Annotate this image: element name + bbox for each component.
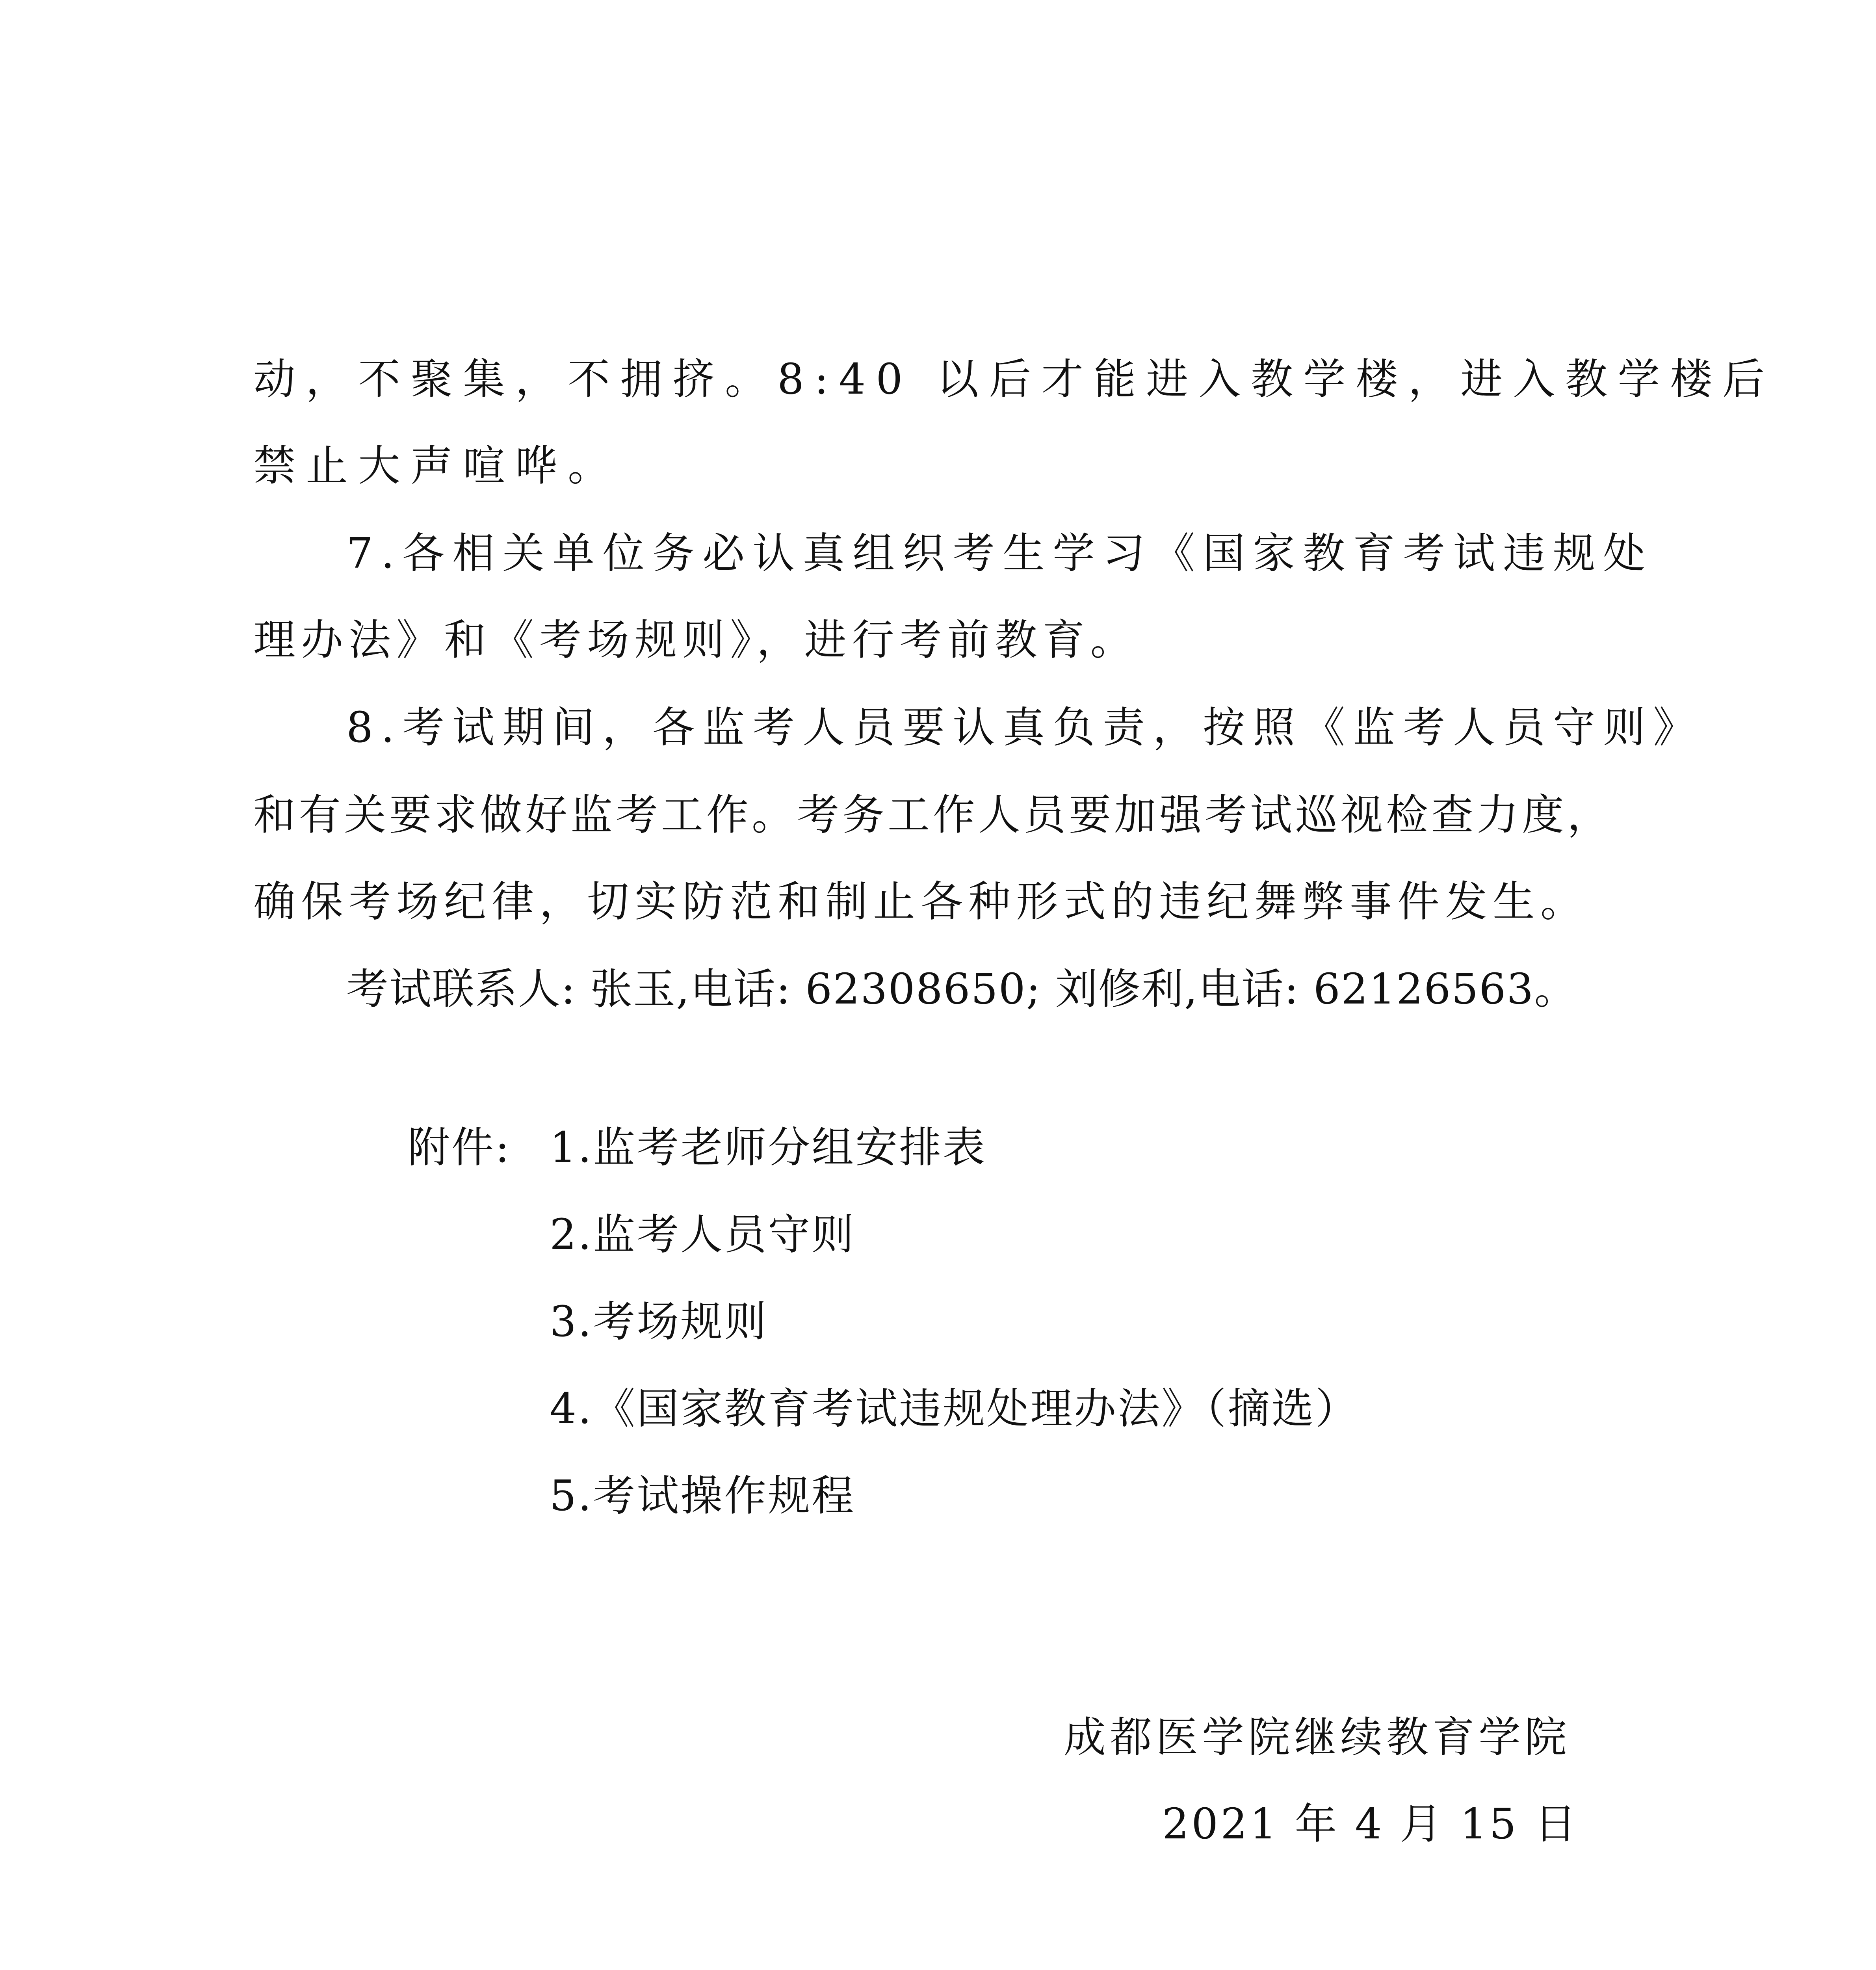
attachments-label: 附件: <box>408 1123 511 1172</box>
body-line-4: 理办法》和《考场规则》，进行考前教育。 <box>253 616 1138 665</box>
body-line-7: 确保考场纪律，切实防范和制止各种形式的违纪舞弊事件发生。 <box>253 877 1588 926</box>
attachment-item: 4.《国家教育考试违规处理办法》（摘选） <box>550 1385 1359 1433</box>
contact-line: 考试联系人: 张玉,电话: 62308650; 刘修利,电话: 62126563。 <box>346 965 1577 1014</box>
attachment-item: 2.监考人员守则 <box>550 1210 856 1259</box>
body-line-2: 禁止大声喧哗。 <box>253 442 620 491</box>
signature-organization: 成都医学院继续教育学院 <box>1064 1713 1571 1762</box>
body-line-6: 和有关要求做好监考工作。考务工作人员要加强考试巡视检查力度， <box>253 791 1613 840</box>
attachment-item: 5.考试操作规程 <box>550 1472 856 1520</box>
body-line-3: 7.各相关单位务必认真组织考生学习《国家教育考试违规处 <box>346 529 1653 578</box>
attachment-item: 1.监考老师分组安排表 <box>550 1123 987 1172</box>
body-line-5: 8.考试期间，各监考人员要认真负责，按照《监考人员守则》 <box>346 703 1703 752</box>
signature-date: 2021 年 4 月 15 日 <box>1162 1800 1579 1849</box>
attachment-item: 3.考场规则 <box>550 1297 768 1346</box>
body-line-1: 动，不聚集，不拥挤。8:40 以后才能进入教学楼，进入教学楼后 <box>253 355 1775 404</box>
